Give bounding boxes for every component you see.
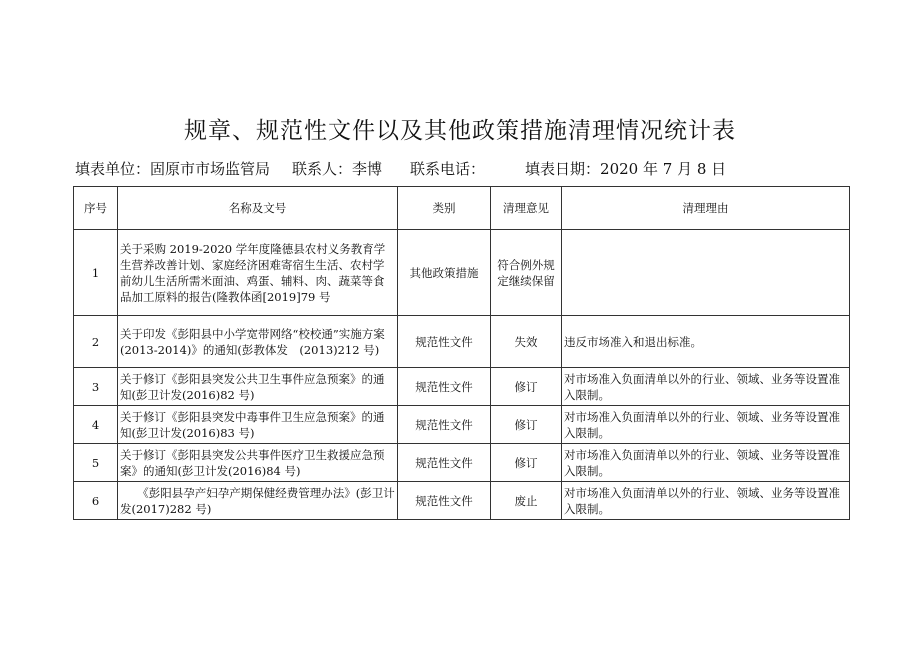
contact-person: 联系人：李博: [292, 160, 383, 178]
cell-type: 规范性文件: [398, 406, 491, 444]
cell-no: 1: [74, 230, 118, 316]
cell-reason: [562, 230, 850, 316]
cell-opinion: 修订: [491, 444, 562, 482]
table-row: [74, 444, 850, 482]
table-row: [74, 230, 850, 316]
cell-reason: 违反市场准入和退出标准。: [562, 316, 850, 368]
table-header-row: [74, 187, 850, 230]
document-title: 规章、规范性文件以及其他政策措施清理情况统计表: [184, 118, 736, 144]
table-row: [74, 482, 850, 520]
header-type: 类别: [398, 187, 491, 230]
cell-reason: 对市场准入负面清单以外的行业、领域、业务等设置准入限制。: [562, 482, 850, 520]
cell-type: 规范性文件: [398, 482, 491, 520]
cell-opinion: 符合例外规定继续保留: [491, 230, 562, 316]
header-opinion: 清理意见: [491, 187, 562, 230]
table-row: [74, 316, 850, 368]
header-name: 名称及文号: [118, 187, 398, 230]
cell-opinion: 失效: [491, 316, 562, 368]
cell-name: 关于修订《彭阳县突发公共卫生事件应急预案》的通知(彭卫计发(2016)82 号): [118, 368, 398, 406]
cell-opinion: 修订: [491, 368, 562, 406]
cell-opinion: 废止: [491, 482, 562, 520]
cell-type: 其他政策措施: [398, 230, 491, 316]
header-reason: 清理理由: [562, 187, 850, 230]
cell-name: 关于修订《彭阳县突发中毒事件卫生应急预案》的通知(彭卫计发(2016)83 号): [118, 406, 398, 444]
cell-reason: 对市场准入负面清单以外的行业、领域、业务等设置准入限制。: [562, 368, 850, 406]
contact-phone: 联系电话：: [410, 160, 486, 178]
cell-name: 《彭阳县孕产妇孕产期保健经费管理办法》(彭卫计发(2017)282 号): [118, 482, 398, 520]
cell-name: 关于采购 2019-2020 学年度隆德县农村义务教育学生营养改善计划、家庭经济困难寄宿生生活、农村学前幼儿生活所需米面油、鸡蛋、辅料、肉、蔬菜等食品加工原料的报告(隆教体函[2019]79 号: [118, 230, 398, 316]
cell-type: 规范性文件: [398, 316, 491, 368]
header-no: 序号: [74, 187, 118, 230]
table-row: [74, 406, 850, 444]
cleanup-table: [73, 186, 850, 520]
fill-unit: 填表单位：固原市市场监管局: [75, 160, 271, 178]
cell-no: 6: [74, 482, 118, 520]
cell-name: 关于修订《彭阳县突发公共事件医疗卫生救援应急预案》的通知(彭卫计发(2016)84 号): [118, 444, 398, 482]
cell-type: 规范性文件: [398, 368, 491, 406]
cell-name: 关于印发《彭阳县中小学宽带网络“校校通”实施方案(2013-2014)》的通知(彭教体发 (2013)212 号): [118, 316, 398, 368]
cell-reason: 对市场准入负面清单以外的行业、领域、业务等设置准入限制。: [562, 406, 850, 444]
cell-type: 规范性文件: [398, 444, 491, 482]
cell-no: 3: [74, 368, 118, 406]
cell-no: 5: [74, 444, 118, 482]
cell-no: 2: [74, 316, 118, 368]
cell-no: 4: [74, 406, 118, 444]
cell-opinion: 修订: [491, 406, 562, 444]
form-meta-line: [75, 158, 855, 179]
fill-date: 填表日期：2020 年 7 月 8 日: [525, 160, 727, 178]
table-row: [74, 368, 850, 406]
cell-reason: 对市场准入负面清单以外的行业、领域、业务等设置准入限制。: [562, 444, 850, 482]
